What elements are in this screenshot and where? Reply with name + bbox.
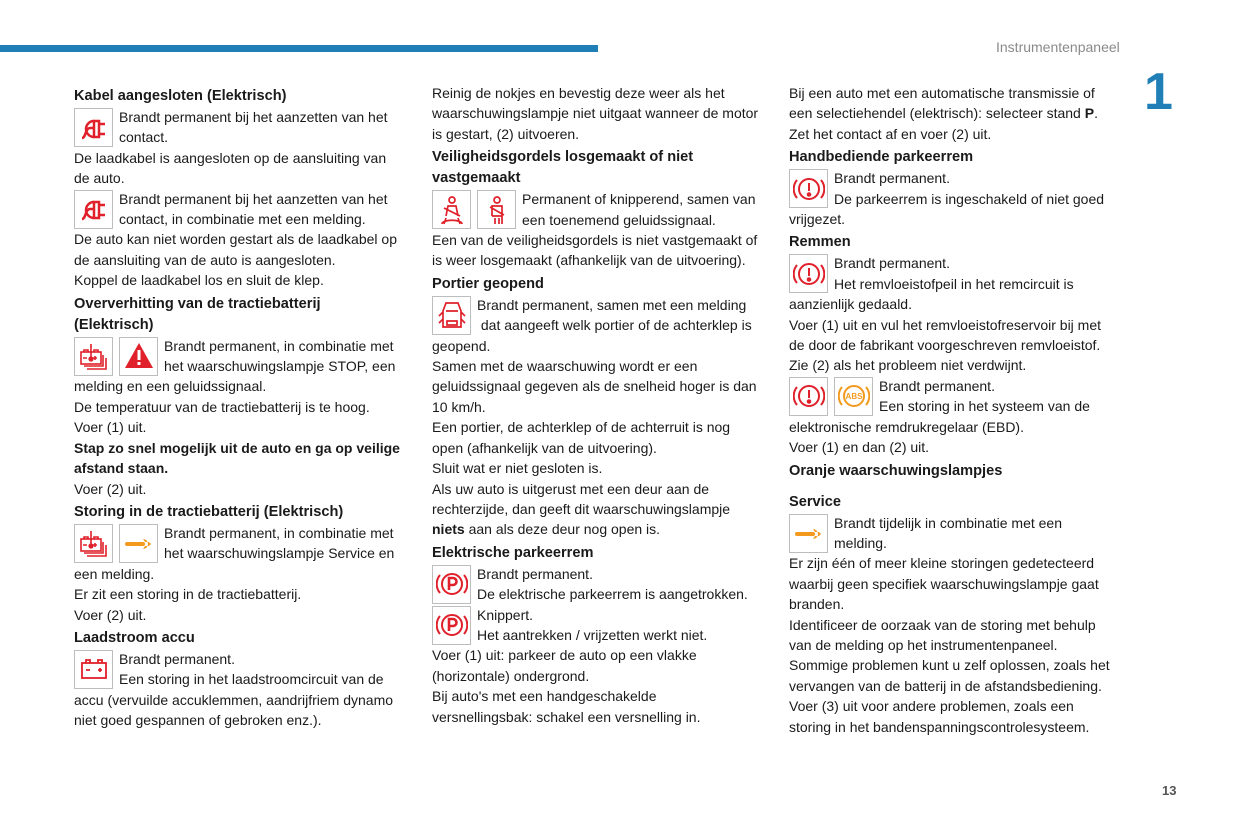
door-open-icon <box>432 296 471 335</box>
column-3 <box>789 83 1149 737</box>
column-1 <box>74 83 434 731</box>
battery-temp-icon <box>74 337 113 376</box>
battery-temp-icon <box>74 524 113 563</box>
warning-light-entry <box>74 649 434 731</box>
chapter-number: 1 <box>1144 63 1173 121</box>
warning-light-entry <box>74 523 434 584</box>
paragraph: Een van de veiligheidsgordels is niet vastgemaakt of is weer losgemaakt (afhankelijk van de uitvoering). <box>432 232 758 269</box>
entry-text: Brandt permanent bij het aanzetten van het contact. <box>119 109 388 146</box>
page-number: 13 <box>1162 783 1177 798</box>
section-heading: Oververhitting van de tractiebatterij (Elektrisch) <box>74 295 321 333</box>
paragraph: Identificeer de oorzaak van de storing met behulp van de melding op het instrumentenpaneel. <box>789 616 1096 653</box>
warning-light-icons <box>789 514 828 553</box>
entry-text: Brandt permanent. De parkeerrem is ingeschakeld of niet goed vrijgezet. <box>789 170 1105 228</box>
section-heading: Handbediende parkeerrem <box>789 149 974 166</box>
wrench-icon <box>789 514 828 553</box>
brake-icon <box>789 377 828 416</box>
paragraph: Voer (3) uit voor andere problemen, zoals een storing in het bandenspanningscontrolesysteem. <box>789 698 1090 735</box>
abs-icon <box>834 377 873 416</box>
warning-triangle-icon <box>119 337 158 376</box>
parking-brake-icon <box>432 606 471 645</box>
paragraph: Bij auto's met een handgeschakelde versnellingsbak: schakel een versnelling in. <box>432 688 701 725</box>
paragraph-text: aan als deze deur nog open is. <box>464 521 661 538</box>
brake-icon <box>789 254 828 293</box>
paragraph: De laadkabel is aangesloten op de aansluiting van de auto. <box>74 149 387 187</box>
running-title: Instrumentenpaneel <box>996 39 1120 55</box>
warning-light-icons <box>432 606 471 645</box>
section-heading: Oranje waarschuwingslampjes <box>789 462 1003 479</box>
plug-icon <box>74 190 113 229</box>
warning-light-icons <box>432 190 516 229</box>
battery-icon <box>74 650 113 689</box>
paragraph <box>789 83 1149 124</box>
brake-icon <box>789 169 828 208</box>
column-2 <box>432 83 792 727</box>
paragraph: Voer (1) uit en vul het remvloeistofreservoir bij met de door de fabrikant voorgeschreven remvloeistof. <box>789 316 1102 354</box>
warning-light-icons <box>74 524 158 563</box>
warning-light-icons <box>789 169 828 208</box>
warning-light-icons <box>789 377 873 416</box>
paragraph: Voer (1) uit: parkeer de auto op een vlakke (horizontale) ondergrond. <box>432 647 697 684</box>
section-heading: Storing in de tractiebatterij (Elektrisch) <box>74 503 344 520</box>
paragraph: Voer (1) uit. <box>74 419 147 436</box>
section-heading: Laadstroom accu <box>74 629 195 646</box>
section-heading: Remmen <box>789 234 851 251</box>
entry-text: Knippert. Het aantrekken / vrijzetten werkt niet. <box>477 606 708 643</box>
parking-brake-icon <box>432 565 471 604</box>
warning-light-icons <box>74 190 113 229</box>
paragraph: Reinig de nokjes en bevestig deze weer als het waarschuwingslampje niet uitgaat wanneer de motor is gestart, (2) uitvoeren. <box>432 85 759 142</box>
section-heading: Elektrische parkeerrem <box>432 544 594 561</box>
paragraph: Er zijn één of meer kleine storingen gedetecteerd waarbij geen specifiek waarschuwingslampje gaat branden. <box>789 555 1099 613</box>
entry-text: Brandt permanent. Een storing in het laadstroomcircuit van de accu (vervuilde accuklemmen, aandrijfriem dynamo niet goed gespannen of gebroken enz.). <box>74 650 394 729</box>
paragraph: De auto kan niet worden gestart als de laadkabel op de aansluiting van de auto is aangesloten. <box>74 231 397 268</box>
section-heading: Kabel aangesloten (Elektrisch) <box>74 88 287 104</box>
paragraph: Er zit een storing in de tractiebatterij. <box>74 586 302 603</box>
entry-text: Brandt permanent. Een storing in het systeem van de elektronische remdrukregelaar (EBD). <box>789 377 1090 435</box>
warning-light-entry <box>432 189 792 230</box>
paragraph: Voer (1) en dan (2) uit. <box>789 439 930 456</box>
paragraph-text: Bij een auto met een automatische transmissie of een selectiehendel (elektrisch): selecteer stand <box>789 85 1095 122</box>
warning-light-icons <box>74 108 113 147</box>
paragraph: Sluit wat er niet gesloten is. <box>432 460 603 477</box>
entry-text: Brandt permanent. Het remvloeistofpeil in het remcircuit is aanzienlijk gedaald. <box>789 255 1074 313</box>
wrench-icon <box>119 524 158 563</box>
warning-light-entry <box>789 513 1149 554</box>
entry-text: Brandt permanent, in combinatie met het waarschuwingslampje STOP, een melding en een geluidssignaal. <box>74 337 396 395</box>
header-accent-bar <box>0 45 598 52</box>
paragraph: Zie (2) als het probleem niet verdwijnt. <box>789 357 1027 374</box>
svg-text:ABS: ABS <box>845 392 862 402</box>
plug-icon <box>74 108 113 147</box>
entry-text: Brandt permanent, samen met een melding dat aangeeft welk portier of de achterklep is geopend. <box>432 296 752 354</box>
paragraph: Samen met de waarschuwing wordt er een geluidssignaal gegeven als de snelheid hoger is dan 10 km/h. <box>432 358 757 415</box>
entry-text: Brandt permanent bij het aanzetten van het contact, in combinatie met een melding. <box>119 190 388 228</box>
entry-text: Brandt tijdelijk in combinatie met een melding. <box>834 514 1063 551</box>
warning-light-entry <box>74 189 434 230</box>
paragraph: Sommige problemen kunt u zelf oplossen, zoals het vervangen van de batterij in de afstandsbediening. <box>789 657 1110 694</box>
warning-light-entry <box>432 295 792 356</box>
paragraph: Een portier, de achterklep of de achterruit is nog open (afhankelijk van de uitvoering). <box>432 419 731 456</box>
paragraph <box>432 479 792 540</box>
entry-text: Brandt permanent, in combinatie met het waarschuwingslampje Service en een melding. <box>74 524 395 582</box>
seatbelt-rear-icon <box>477 190 516 229</box>
section-heading: Service <box>789 493 841 510</box>
emphasis-text: niets <box>432 521 465 538</box>
emphasis-text: P <box>1084 105 1095 122</box>
seatbelt-front-icon <box>432 190 471 229</box>
paragraph: Voer (2) uit. <box>74 606 147 623</box>
warning-light-entry <box>432 605 792 646</box>
paragraph-text: Als uw auto is uitgerust met een deur aan de rechterzijde, dan geeft dit waarschuwingslampje <box>432 480 731 517</box>
warning-light-entry <box>789 253 1149 314</box>
warning-light-icons <box>789 254 828 293</box>
warning-light-entry <box>789 168 1149 229</box>
warning-light-entry <box>789 376 1149 437</box>
bold-instruction: Stap zo snel mogelijk uit de auto en ga op veilige afstand staan. <box>74 439 400 477</box>
paragraph: Voer (2) uit. <box>74 480 147 497</box>
warning-light-entry <box>74 336 434 397</box>
warning-light-icons <box>432 296 471 335</box>
section-heading: Portier geopend <box>432 275 544 292</box>
paragraph: Zet het contact af en voer (2) uit. <box>789 125 992 142</box>
paragraph-text: . <box>1094 105 1098 122</box>
warning-light-icons <box>74 650 113 689</box>
paragraph: De temperatuur van de tractiebatterij is te hoog. <box>74 398 370 415</box>
entry-text: Brandt permanent. De elektrische parkeerrem is aangetrokken. <box>477 565 748 603</box>
entry-text: Permanent of knipperend, samen van een toenemend geluidssignaal. <box>522 191 756 228</box>
paragraph: Koppel de laadkabel los en sluit de klep. <box>74 272 324 289</box>
warning-light-icons <box>74 337 158 376</box>
warning-light-entry <box>74 107 434 148</box>
section-heading: Veiligheidsgordels losgemaakt of niet vastgemaakt <box>432 149 694 187</box>
warning-light-entry <box>432 564 792 605</box>
warning-light-icons <box>432 565 471 604</box>
